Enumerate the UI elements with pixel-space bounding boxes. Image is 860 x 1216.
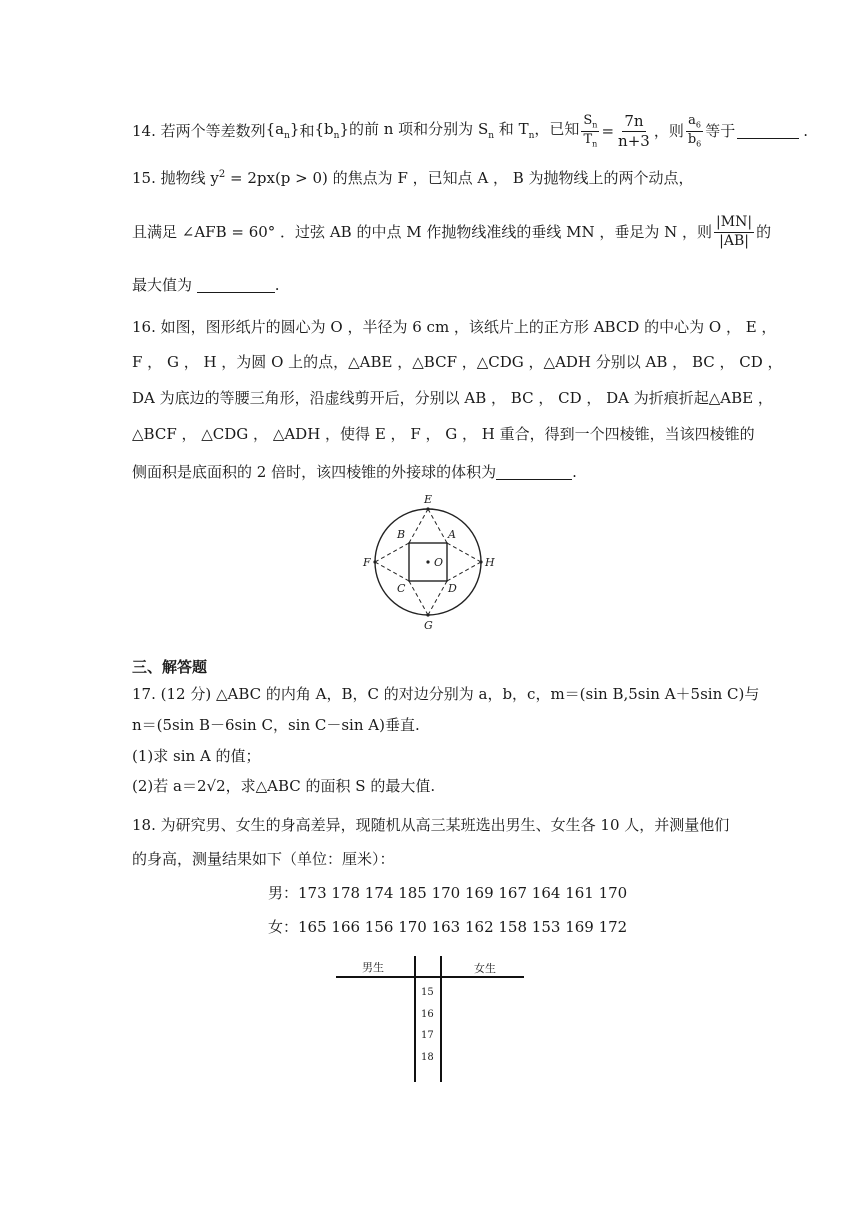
question-15-line-1: [132, 170, 694, 186]
q14-seq-a: $\{a_n\}$: [265, 119, 300, 141]
label-g: G: [424, 619, 433, 632]
q14-end: .: [803, 121, 809, 140]
q15-line1-start: 15. 抛物线 y: [132, 169, 219, 187]
question-17-line-4: (2)若 a＝2√2，求△ABC 的面积 S 的最大值.: [132, 777, 436, 795]
q14-fraction-a6-b6: $\frac{a_6}{b_6}$: [687, 113, 702, 149]
stem-18: 18: [421, 1052, 434, 1063]
female-heights: 女：165 166 156 170 163 162 158 153 169 172: [268, 918, 628, 936]
question-17-line-1: 17. (12 分) △ABC 的内角 A，B，C 的对边分别为 a，b，c，m＝(sin B,5sin A＋5sin C)与: [132, 685, 760, 703]
question-16-line-5: 侧面积是底面积的 2 倍时，该四棱锥的外接球的体积为 .: [132, 463, 577, 481]
question-18-line-2: 的身高，测量结果如下（单位：厘米）：: [132, 850, 395, 868]
q14-fraction-7n: $\frac{7n}{n+3}$: [618, 112, 650, 150]
center-point: [426, 560, 429, 563]
q14-mid: 的前 n 项和分别为 $S_n$ 和 $T_n$，已知: [348, 119, 580, 141]
label-e: E: [424, 493, 433, 506]
q14-and: 和: [299, 121, 315, 140]
stem-header-female: 女生: [474, 962, 496, 975]
question-18-line-1: 18. 为研究男、女生的身高差异，现随机从高三某班选出男生、女生各 10 人，并测量他们: [132, 816, 730, 834]
label-a: A: [448, 528, 456, 541]
q14-then: ，则: [653, 121, 684, 140]
question-17-line-3: (1)求 sin A 的值；: [132, 747, 261, 765]
q15-line1-rest: = 2px(p > 0) 的焦点为 F ，已知点 A ， B 为抛物线上的两个动点，: [225, 169, 694, 187]
stem-leaf-plot: [332, 954, 532, 1084]
label-d: D: [448, 582, 457, 595]
question-16-line-2: F ， G ， H ，为圆 O 上的点，△ABE ，△BCF ，△CDG ，△ADH 分别以 AB ， BC ， CD ，: [132, 353, 783, 371]
question-16-line-3: DA 为底边的等腰三角形，沿虚线剪开后，分别以 AB ， BC ， CD ， DA 为折痕折起△ABE ，: [132, 389, 773, 407]
stem-16: 16: [421, 1009, 434, 1020]
stem-17: 17: [421, 1030, 434, 1041]
q14-seq-b: $\{b_n\}$: [314, 119, 349, 141]
q14-answer-blank[interactable]: [737, 124, 799, 139]
stem-header-male: 男生: [362, 961, 384, 974]
label-o: O: [434, 556, 444, 569]
point-g-dot: [426, 613, 429, 616]
question-15-line-3: 最大值为 .: [132, 276, 280, 294]
label-b: B: [397, 528, 406, 541]
sqrt-2: √2: [206, 777, 226, 795]
point-h-dot: [479, 560, 482, 563]
question-16-line-4: △BCF ， △CDG ， △ADH ，使得 E ， F ， G ， H 重合，得到一个四棱锥，当该四棱锥的: [132, 425, 755, 443]
label-c: C: [397, 582, 406, 595]
q16-answer-blank[interactable]: [496, 465, 572, 480]
q15-answer-blank[interactable]: [197, 278, 275, 293]
q16-circle-figure: [352, 488, 512, 638]
q15-superscript: 2: [218, 169, 226, 180]
q15-line2-text: 且满足 ∠AFB = 60° ．过弦 AB 的中点 M 作抛物线准线的垂线 MN ，垂足为 N ，则: [132, 222, 713, 241]
point-f-dot: [373, 560, 376, 563]
question-14: [132, 112, 808, 151]
male-heights: 男：173 178 174 185 170 169 167 164 161 170: [268, 884, 628, 902]
q15-line2-end: 的: [756, 222, 772, 241]
q14-equals-text: 等于: [705, 121, 736, 140]
label-h: H: [485, 556, 495, 569]
q15-fraction-mn-ab: $\frac{|MN|}{|AB|}$: [716, 214, 753, 249]
label-f: F: [363, 556, 371, 569]
point-e-dot: [426, 507, 429, 510]
question-15-line-2: [132, 214, 771, 250]
question-16-line-1: 16. 如图，图形纸片的圆心为 O ，半径为 6 cm ，该纸片上的正方形 ABCD 的中心为 O ， E ，: [132, 318, 777, 336]
q14-fraction-s-t: $\frac{S_n}{T_n}$: [583, 113, 598, 149]
section-heading: 三、解答题: [132, 658, 208, 676]
q14-prefix: 14. 若两个等差数列: [132, 121, 266, 140]
q15-line3-text: 最大值为: [132, 276, 193, 294]
stem-15: 15: [421, 987, 434, 998]
q14-equals-sign: =: [601, 121, 615, 140]
question-17-line-2: n＝(5sin B－6sin C，sin C－sin A)垂直.: [132, 716, 420, 734]
